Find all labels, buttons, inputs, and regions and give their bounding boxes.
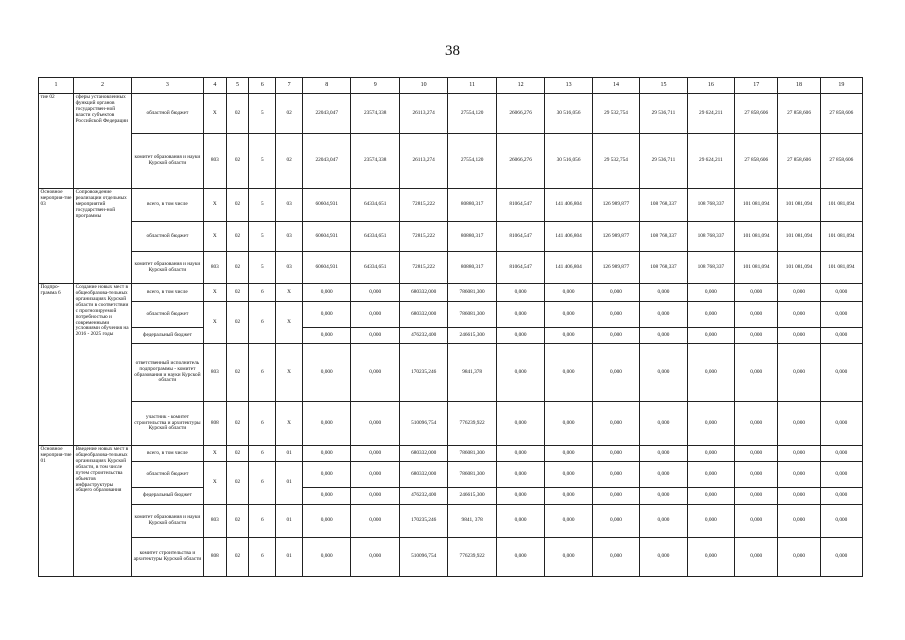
table-cell: 0,000 (735, 284, 778, 302)
budget-table (38, 77, 863, 577)
table-cell: 0,000 (592, 462, 639, 488)
table-cell: 5 (249, 222, 276, 252)
table-cell: 246615,300 (448, 328, 496, 344)
table-cell: областной бюджет (131, 222, 203, 252)
table-cell: 0,000 (640, 462, 687, 488)
table-cell: 101 081,094 (778, 189, 820, 222)
table-cell: 0,000 (592, 284, 639, 302)
table-cell: 170235,246 (399, 505, 447, 538)
table-cell: 0,000 (687, 538, 734, 577)
table-cell: 786081,300 (448, 462, 496, 488)
table-cell: 23574,338 (351, 134, 399, 189)
table-row (39, 402, 863, 446)
table-cell: 02 (226, 302, 249, 344)
table-cell: X (276, 284, 303, 302)
table-cell: 786081,300 (448, 284, 496, 302)
table-cell: 0,000 (640, 402, 687, 446)
table-cell: 01 (276, 505, 303, 538)
table-cell: 02 (226, 222, 249, 252)
table-cell: 27 858,606 (820, 94, 862, 134)
table-cell: X (204, 284, 227, 302)
table-cell: 0,000 (778, 302, 820, 328)
table-cell: 108 768,337 (687, 189, 734, 222)
table-cell: 0,000 (687, 328, 734, 344)
header-cell: 5 (226, 78, 249, 94)
table-row (39, 446, 863, 462)
table-cell: 786081,300 (448, 302, 496, 328)
table-cell: 81064,547 (496, 252, 544, 284)
table-cell: 60604,931 (303, 222, 351, 252)
table-cell: 0,000 (640, 302, 687, 328)
table-cell: X (276, 402, 303, 446)
table-cell: 0,000 (496, 402, 544, 446)
table-cell: 81064,547 (496, 222, 544, 252)
program-title-cell: Сопровождение реализации отдельных мероприятий государствен-ной программы (74, 189, 132, 284)
table-cell: 0,000 (592, 488, 639, 505)
table-cell: 0,000 (820, 446, 862, 462)
header-cell: 18 (778, 78, 820, 94)
header-cell: 11 (448, 78, 496, 94)
table-cell: комитет строительства и архитектуры Курской области (131, 538, 203, 577)
table-cell: 510096,754 (399, 402, 447, 446)
header-cell: 10 (399, 78, 447, 94)
table-cell: 72815,222 (399, 189, 447, 222)
table-cell: 0,000 (303, 505, 351, 538)
table-cell: 0,000 (545, 505, 592, 538)
table-cell: 02 (226, 402, 249, 446)
table-cell: 0,000 (496, 462, 544, 488)
table-cell: 0,000 (545, 284, 592, 302)
page-number: 38 (445, 43, 460, 59)
table-cell: 0,000 (303, 328, 351, 344)
table-cell: 0,000 (735, 302, 778, 328)
table-cell: 02 (226, 252, 249, 284)
table-row (39, 252, 863, 284)
table-cell: 101 081,094 (735, 252, 778, 284)
table-cell: 0,000 (820, 505, 862, 538)
table-cell: 0,000 (820, 538, 862, 577)
table-cell: 27 858,606 (735, 134, 778, 189)
table-cell: 0,000 (545, 402, 592, 446)
table-cell: 0,000 (351, 344, 399, 402)
table-cell: ответственный исполнитель подпрограммы - комитет образования и науки Курской области (131, 344, 203, 402)
table-cell: 108 768,337 (640, 189, 687, 222)
table-cell: 101 081,094 (820, 189, 862, 222)
table-cell: 29 624,211 (687, 134, 734, 189)
table-cell: 0,000 (735, 446, 778, 462)
table-cell: 0,000 (303, 462, 351, 488)
table-cell: 0,000 (778, 462, 820, 488)
table-cell: 80880,317 (448, 252, 496, 284)
table-cell: 101 081,094 (778, 222, 820, 252)
table-cell: 0,000 (640, 538, 687, 577)
table-row (39, 134, 863, 189)
table-cell: всего, в том числе (131, 446, 203, 462)
table-cell: 0,000 (735, 538, 778, 577)
table-cell: 0,000 (496, 505, 544, 538)
table-cell: 6 (249, 505, 276, 538)
table-cell: 64334,651 (351, 222, 399, 252)
table-cell: 0,000 (735, 344, 778, 402)
table-cell: 27 858,606 (735, 94, 778, 134)
table-cell: 29 532,754 (592, 134, 639, 189)
table-cell: 141 406,804 (545, 222, 592, 252)
table-cell: 776239,922 (448, 538, 496, 577)
table-cell: 0,000 (778, 402, 820, 446)
table-cell: 476232,400 (399, 328, 447, 344)
table-cell: 0,000 (351, 488, 399, 505)
header-cell: 7 (276, 78, 303, 94)
table-cell: 0,000 (820, 402, 862, 446)
table-cell: 0,000 (496, 488, 544, 505)
table-cell: 0,000 (351, 284, 399, 302)
table-cell: 0,000 (592, 344, 639, 402)
table-cell: 0,000 (820, 462, 862, 488)
table-row (39, 302, 863, 328)
table-cell: 60604,931 (303, 252, 351, 284)
table-cell: 680332,000 (399, 446, 447, 462)
table-cell: 141 406,804 (545, 189, 592, 222)
table-cell: 26066,276 (496, 134, 544, 189)
table-cell: 0,000 (545, 488, 592, 505)
table-cell: 9841, 378 (448, 505, 496, 538)
table-cell: 0,000 (303, 402, 351, 446)
header-cell: 3 (131, 78, 203, 94)
table-cell: 680332,000 (399, 302, 447, 328)
table-cell: 0,000 (820, 488, 862, 505)
table-cell: 108 768,337 (640, 222, 687, 252)
table-cell: 72815,222 (399, 252, 447, 284)
table-cell: 0,000 (687, 488, 734, 505)
table-cell: 27 858,606 (778, 94, 820, 134)
table-cell: 80880,317 (448, 222, 496, 252)
table-cell: X (204, 222, 227, 252)
table-cell: 0,000 (820, 328, 862, 344)
table-row (39, 538, 863, 577)
table-cell: 0,000 (778, 446, 820, 462)
table-cell: областной бюджет (131, 302, 203, 328)
header-row (39, 78, 863, 94)
table-cell: 0,000 (687, 284, 734, 302)
table-cell: 23574,338 (351, 94, 399, 134)
table-cell: 776239,922 (448, 402, 496, 446)
table-cell: 0,000 (545, 328, 592, 344)
table-cell: 0,000 (820, 344, 862, 402)
table-cell: 03 (276, 252, 303, 284)
table-row (39, 505, 863, 538)
header-cell: 8 (303, 78, 351, 94)
table-cell: 0,000 (545, 302, 592, 328)
table-cell: 5 (249, 134, 276, 189)
table-cell: 126 989,877 (592, 189, 639, 222)
table-cell: 0,000 (545, 538, 592, 577)
table-cell: 0,000 (496, 302, 544, 328)
table-cell: 0,000 (687, 402, 734, 446)
header-cell: 15 (640, 78, 687, 94)
table-cell: 808 (204, 402, 227, 446)
table-cell: 0,000 (351, 446, 399, 462)
table-cell: 0,000 (303, 446, 351, 462)
table-cell: 01 (276, 462, 303, 505)
table-cell: 0,000 (820, 302, 862, 328)
table-cell: 0,000 (351, 505, 399, 538)
table-cell: 03 (276, 189, 303, 222)
table-cell: 0,000 (640, 328, 687, 344)
table-cell: 72815,222 (399, 222, 447, 252)
table-cell: 246615,300 (448, 488, 496, 505)
table-cell: всего, в том числе (131, 284, 203, 302)
table-cell: комитет образования и науки Курской области (131, 134, 203, 189)
table-cell: 0,000 (545, 446, 592, 462)
table-cell: 6 (249, 538, 276, 577)
table-cell: 0,000 (545, 462, 592, 488)
table-cell: 0,000 (687, 462, 734, 488)
table-row (39, 189, 863, 222)
table-cell: 108 768,337 (687, 222, 734, 252)
table-cell: 803 (204, 344, 227, 402)
table-cell: 81064,547 (496, 189, 544, 222)
table-cell: 0,000 (778, 505, 820, 538)
table-cell: 0,000 (735, 402, 778, 446)
table-cell: 22043,047 (303, 94, 351, 134)
table-cell: 27554,120 (448, 134, 496, 189)
table-cell: 126 989,877 (592, 252, 639, 284)
table-cell: 6 (249, 284, 276, 302)
table-cell: 27 858,606 (820, 134, 862, 189)
table-cell: федеральный бюджет (131, 488, 203, 505)
table-cell: 01 (276, 446, 303, 462)
table-cell: 0,000 (640, 284, 687, 302)
table-cell: 0,000 (592, 302, 639, 328)
table-cell: 680332,000 (399, 462, 447, 488)
table-cell: 02 (276, 94, 303, 134)
table-cell: 0,000 (687, 344, 734, 402)
table-cell: 0,000 (778, 328, 820, 344)
table-cell: 5 (249, 252, 276, 284)
table-cell: 29 536,711 (640, 134, 687, 189)
program-title-cell: Создание новых мест в общеобразова-тельных организациях Курской области в соответствии с прогнозируемой потребностью и современными условиями обучения на 2016 - 2025 годы (74, 284, 132, 446)
table-cell: 22043,047 (303, 134, 351, 189)
table-cell: 0,000 (496, 446, 544, 462)
table-cell: 02 (226, 284, 249, 302)
table-cell: 02 (226, 538, 249, 577)
table-row (39, 462, 863, 488)
table-cell: 27 858,606 (778, 134, 820, 189)
table-cell: X (276, 344, 303, 402)
table-cell: 0,000 (496, 328, 544, 344)
program-title-cell: Введение новых мест в общеобразова-тельных организациях Курской области, в том числе путем строительства объектов инфраструктуры общего образования (74, 446, 132, 577)
table-cell: 5 (249, 94, 276, 134)
table-cell: X (276, 302, 303, 344)
table-cell: 0,000 (496, 344, 544, 402)
header-cell: 16 (687, 78, 734, 94)
table-cell: 60604,931 (303, 189, 351, 222)
table-cell: 02 (226, 134, 249, 189)
table-cell: 803 (204, 134, 227, 189)
header-cell: 4 (204, 78, 227, 94)
table-cell: 0,000 (778, 488, 820, 505)
table-cell: 0,000 (351, 538, 399, 577)
table-cell: 0,000 (592, 505, 639, 538)
header-cell: 19 (820, 78, 862, 94)
table-cell: 29 536,711 (640, 94, 687, 134)
table-cell: 0,000 (687, 302, 734, 328)
header-cell: 12 (496, 78, 544, 94)
table-cell: 64334,651 (351, 189, 399, 222)
table-row (39, 488, 863, 505)
table-cell: 0,000 (592, 538, 639, 577)
table-cell: 9841,378 (448, 344, 496, 402)
header-cell: 2 (74, 78, 132, 94)
table-cell: 0,000 (351, 402, 399, 446)
table-cell: участник - комитет строительства и архитектуры Курской области (131, 402, 203, 446)
table-cell: 02 (226, 344, 249, 402)
table-cell: 141 406,804 (545, 252, 592, 284)
table-cell: 101 081,094 (778, 252, 820, 284)
table-cell: 02 (226, 462, 249, 505)
table-cell: 108 768,337 (687, 252, 734, 284)
table-cell: 0,000 (687, 446, 734, 462)
table-cell: 0,000 (640, 505, 687, 538)
header-cell: 9 (351, 78, 399, 94)
table-cell: 6 (249, 462, 276, 505)
program-code-cell: тие 02 (39, 94, 74, 189)
table-cell: 0,000 (735, 328, 778, 344)
table-cell: 0,000 (778, 538, 820, 577)
table-cell: 786081,300 (448, 446, 496, 462)
table-cell: федеральный бюджет (131, 328, 203, 344)
table-cell: 170235,246 (399, 344, 447, 402)
table-cell: 680332,000 (399, 284, 447, 302)
table-cell: 101 081,094 (735, 222, 778, 252)
table-cell: X (204, 446, 227, 462)
table-cell: 5 (249, 189, 276, 222)
table-cell: 6 (249, 302, 276, 344)
table-cell: 803 (204, 505, 227, 538)
table-cell: X (204, 94, 227, 134)
table-cell: 0,000 (303, 344, 351, 402)
table-row (39, 222, 863, 252)
table-cell: 0,000 (303, 302, 351, 328)
table-cell: 0,000 (735, 462, 778, 488)
program-code-cell: Основное мероприя-тие 01 (39, 446, 74, 577)
table-cell: 0,000 (351, 302, 399, 328)
table-cell: 0,000 (640, 488, 687, 505)
table-cell: комитет образования и науки Курской области (131, 252, 203, 284)
table-cell: 0,000 (778, 284, 820, 302)
program-code-cell: Подпро-грамма 6 (39, 284, 74, 446)
table-cell: 0,000 (592, 446, 639, 462)
table-cell: 6 (249, 402, 276, 446)
table-cell: областной бюджет (131, 462, 203, 488)
table-cell: 6 (249, 446, 276, 462)
table-cell: 101 081,094 (735, 189, 778, 222)
table-cell: X (204, 189, 227, 222)
table-cell: 26113,274 (399, 94, 447, 134)
table-cell: 30 516,056 (545, 134, 592, 189)
table-cell: областной бюджет (131, 94, 203, 134)
table-cell: 01 (276, 538, 303, 577)
table-row (39, 284, 863, 302)
table-cell: 0,000 (303, 488, 351, 505)
table-cell: 101 081,094 (820, 222, 862, 252)
header-cell: 17 (735, 78, 778, 94)
table-cell: 0,000 (351, 462, 399, 488)
table-cell: X (204, 302, 227, 344)
table-cell: 0,000 (778, 344, 820, 402)
table-row (39, 328, 863, 344)
table-cell: 29 532,754 (592, 94, 639, 134)
table-cell: 0,000 (351, 328, 399, 344)
table-cell: 0,000 (592, 328, 639, 344)
table-cell: 02 (226, 189, 249, 222)
table-cell: комитет образования и науки Курской области (131, 505, 203, 538)
table-row (39, 94, 863, 134)
table-cell: 0,000 (687, 505, 734, 538)
table-cell: 476232,400 (399, 488, 447, 505)
table-cell: 126 989,877 (592, 222, 639, 252)
table-cell: 0,000 (820, 284, 862, 302)
header-cell: 1 (39, 78, 74, 94)
table-cell: 80880,317 (448, 189, 496, 222)
program-title-cell: сферы установленных функций органов государствен-ной власти субъектов Российской Федерации (74, 94, 132, 189)
table-cell: 0,000 (640, 446, 687, 462)
table-cell: 0,000 (735, 488, 778, 505)
table-cell: 6 (249, 344, 276, 402)
table-cell: 510096,754 (399, 538, 447, 577)
table-cell: 0,000 (496, 284, 544, 302)
table-cell: 803 (204, 252, 227, 284)
table-cell: 27554,120 (448, 94, 496, 134)
header-cell: 6 (249, 78, 276, 94)
table-cell: 30 516,056 (545, 94, 592, 134)
table-cell: 02 (276, 134, 303, 189)
table-cell: 101 081,094 (820, 252, 862, 284)
table-cell: 26113,274 (399, 134, 447, 189)
table-cell: 0,000 (303, 284, 351, 302)
table-cell: 29 624,211 (687, 94, 734, 134)
table-cell: 0,000 (640, 344, 687, 402)
table-cell: всего, в том числе (131, 189, 203, 222)
table-cell: 0,000 (592, 402, 639, 446)
table-row (39, 344, 863, 402)
table-cell: 02 (226, 505, 249, 538)
table-cell: 64334,651 (351, 252, 399, 284)
header-cell: 14 (592, 78, 639, 94)
table-cell: 808 (204, 538, 227, 577)
table-cell: 0,000 (735, 505, 778, 538)
table-cell: 03 (276, 222, 303, 252)
table-cell: 26066,276 (496, 94, 544, 134)
table-cell: 02 (226, 446, 249, 462)
table-cell: 0,000 (545, 344, 592, 402)
table-cell: 0,000 (303, 538, 351, 577)
table-cell: X (204, 462, 227, 505)
table-cell: 0,000 (496, 538, 544, 577)
table-cell: 02 (226, 94, 249, 134)
table-cell: 108 768,337 (640, 252, 687, 284)
header-cell: 13 (545, 78, 592, 94)
program-code-cell: Основное мероприя-тие 03 (39, 189, 74, 284)
